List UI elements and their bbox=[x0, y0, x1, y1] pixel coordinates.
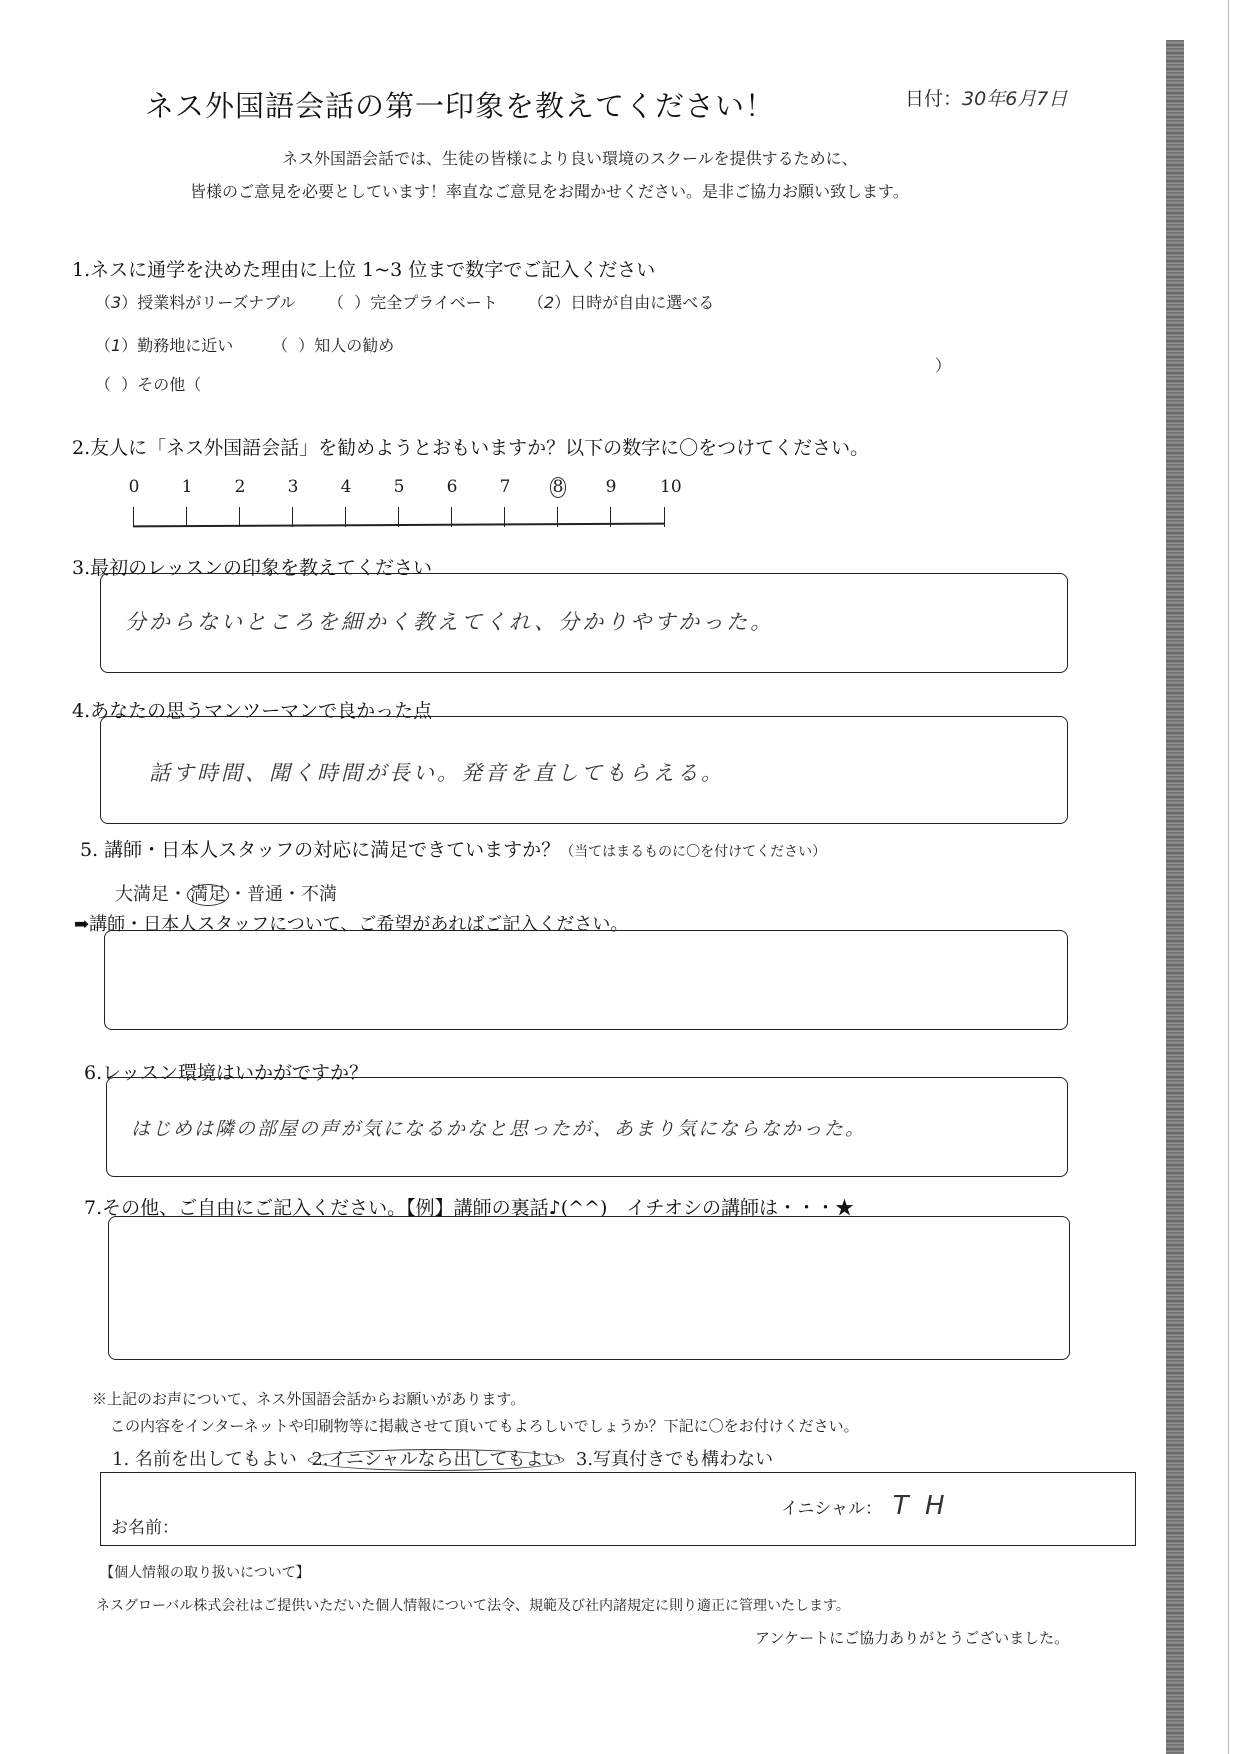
intro-line-2: 皆様のご意見を必要としています！率直なご意見をお聞かせください。是非ご協力お願い致します。 bbox=[190, 182, 909, 201]
q4-answer-box[interactable] bbox=[100, 716, 1068, 824]
scale-2[interactable]: 2 bbox=[234, 477, 246, 497]
initials-field[interactable] bbox=[781, 1491, 949, 1521]
scale-6[interactable]: 6 bbox=[446, 477, 458, 497]
scan-edge-shadow bbox=[1166, 40, 1184, 1754]
q1-option-private[interactable]: （ ）完全プライベート bbox=[328, 293, 498, 312]
date-label: 日付： bbox=[905, 88, 963, 110]
name-label: お名前： bbox=[111, 1518, 179, 1538]
q5-option-dissatisfied[interactable]: 不満 bbox=[301, 884, 337, 905]
q1-option-other[interactable]: （ ）その他（ bbox=[95, 375, 202, 394]
question-5-note: （当てはまるものに〇を付けてください） bbox=[560, 844, 827, 860]
scale-9[interactable]: 9 bbox=[605, 477, 617, 497]
scale-7[interactable]: 7 bbox=[499, 477, 511, 497]
question-7-label: 7.その他、ご自由にご記入ください。【例】講師の裏話♪(^^) イチオシの講師は・・・★ bbox=[84, 1197, 855, 1219]
consent-options bbox=[112, 1445, 773, 1471]
q5-option-satisfied[interactable]: 満足 bbox=[187, 884, 229, 906]
privacy-heading: 【個人情報の取り扱いについて】 bbox=[100, 1565, 310, 1581]
q5-comment-box[interactable] bbox=[104, 930, 1068, 1030]
scan-edge-line bbox=[1228, 0, 1229, 1754]
question-3-label: 3.最初のレッスンの印象を教えてください bbox=[72, 557, 432, 579]
arrow-right-icon: ➡ bbox=[74, 914, 90, 935]
scale-5[interactable]: 5 bbox=[393, 477, 405, 497]
identity-box bbox=[100, 1472, 1136, 1546]
date-field bbox=[905, 84, 1067, 111]
q1-option-referral[interactable]: （ ）知人の勧め bbox=[272, 336, 395, 355]
q5-option-normal[interactable]: 普通 bbox=[247, 884, 283, 905]
q3-answer-box[interactable] bbox=[100, 573, 1068, 673]
thanks-message: アンケートにご協力ありがとうございました。 bbox=[755, 1629, 1070, 1647]
consent-line-2: この内容をインターネットや印刷物等に掲載させて頂いてもよろしいでしょうか？下記に〇をお付けください。 bbox=[110, 1417, 859, 1435]
consent-option-photo[interactable]: 3.写真付きでも構わない bbox=[575, 1449, 774, 1470]
q4-answer-text: 話す時間、聞く時間が長い。発音を直してもらえる。 bbox=[149, 761, 725, 785]
scale-10[interactable]: 10 bbox=[660, 477, 682, 497]
q6-answer-text: はじめは隣の部屋の声が気になるかなと思ったが、あまり気にならなかった。 bbox=[131, 1118, 867, 1140]
q6-answer-box[interactable] bbox=[106, 1077, 1068, 1177]
q3-answer-text: 分からないところを細かく教えてくれ、分かりやすかった。 bbox=[125, 610, 775, 634]
q1-option-near-work[interactable]: （1）勤務地に近い bbox=[95, 336, 234, 355]
initials-label: イニシャル： bbox=[781, 1499, 882, 1519]
q1-option-reasonable[interactable]: （3）授業料がリーズナブル bbox=[95, 293, 296, 312]
scale-3[interactable]: 3 bbox=[287, 477, 299, 497]
consent-option-initials[interactable]: 2.イニシャルなら出してもよい bbox=[308, 1449, 564, 1471]
q1-option-flexible-schedule[interactable]: （2）日時が自由に選べる bbox=[528, 293, 715, 312]
q7-answer-box[interactable] bbox=[108, 1216, 1070, 1360]
question-4-label: 4.あなたの思うマンツーマンで良かった点 bbox=[72, 700, 433, 722]
intro-line-1: ネス外国語会話では、生徒の皆様により良い環境のスクールを提供するために、 bbox=[282, 149, 858, 168]
q5-sub-label: ➡講師・日本人スタッフについて、ご希望があればご記入ください。 bbox=[74, 914, 629, 935]
date-value[interactable]: 30年6月7日 bbox=[962, 88, 1068, 110]
consent-line-1: ※上記のお声について、ネス外国語会話からお願いがあります。 bbox=[92, 1390, 526, 1408]
scale-0[interactable]: 0 bbox=[128, 477, 140, 497]
question-1-label: 1.ネスに通学を決めた理由に上位 1~3 位まで数字でご記入ください bbox=[72, 259, 656, 281]
q1-other-close-paren: ） bbox=[935, 356, 952, 375]
question-2-label: 2.友人に「ネス外国語会話」を勧めようとおもいますか？以下の数字に〇をつけてください。 bbox=[72, 437, 870, 459]
consent-option-name[interactable]: 1. 名前を出してもよい bbox=[112, 1449, 297, 1470]
q5-options: 大満足・ 満足 ・普通・不満 bbox=[115, 884, 337, 905]
scale-1[interactable]: 1 bbox=[181, 477, 193, 497]
scale-tick bbox=[133, 507, 134, 527]
name-field[interactable] bbox=[111, 1513, 179, 1538]
form-title: ネス外国語会話の第一印象を教えてください！ bbox=[145, 89, 776, 123]
privacy-text: ネスグローバル株式会社はご提供いただいた個人情報について法令、規範及び社内諸規定に則り適正に管理いたします。 bbox=[96, 1598, 850, 1614]
scale-4[interactable]: 4 bbox=[340, 477, 352, 497]
scale-tick bbox=[186, 507, 187, 527]
q5-option-very-satisfied[interactable]: 大満足 bbox=[115, 884, 169, 905]
initials-value: T H bbox=[892, 1491, 949, 1521]
selected-circle: 8 bbox=[550, 477, 567, 498]
question-6-label: 6.レッスン環境はいかがですか？ bbox=[84, 1062, 368, 1084]
scale-8[interactable] bbox=[548, 477, 568, 498]
question-5-label: 5. 講師・日本人スタッフの対応に満足できていますか？（当てはまるものに〇を付けてください） bbox=[80, 839, 827, 861]
